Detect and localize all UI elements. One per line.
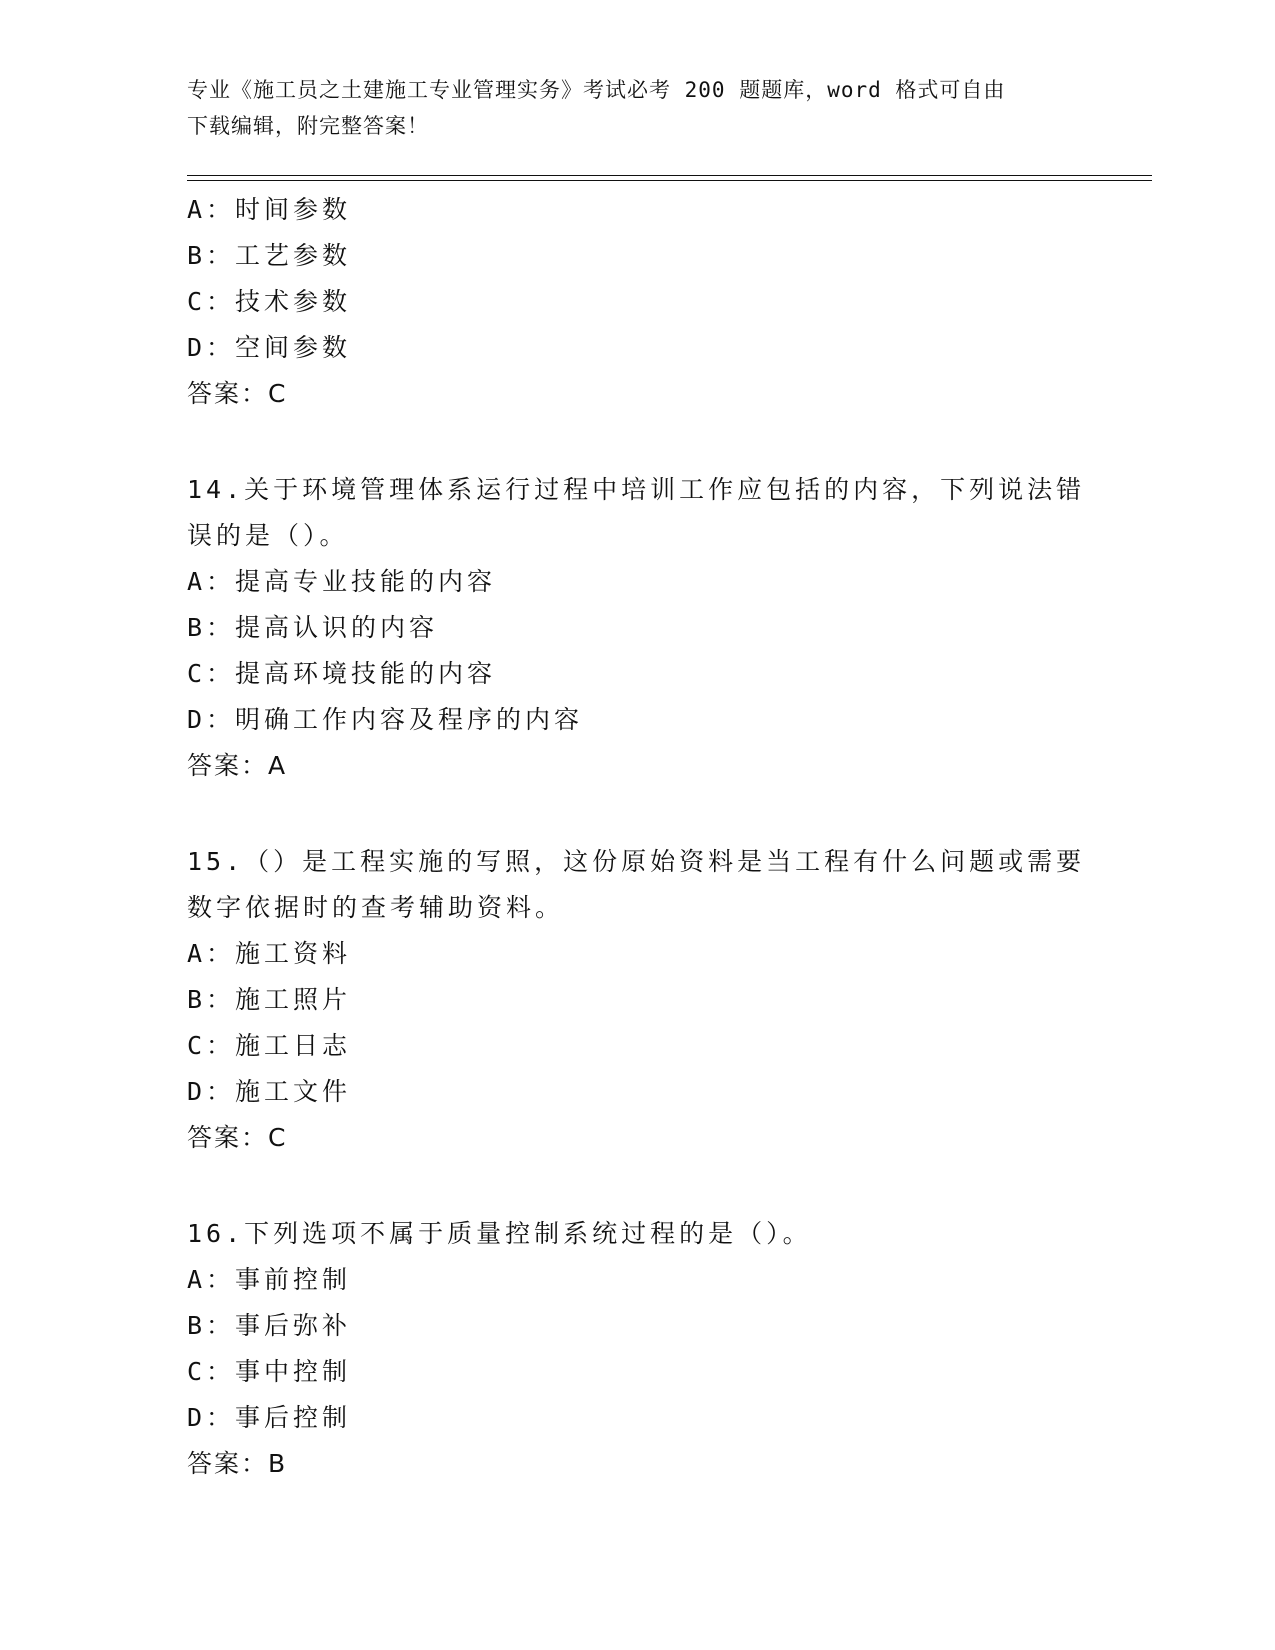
- header-line-2: 下载编辑，附完整答案！: [187, 114, 429, 138]
- option-b: B：施工照片: [187, 985, 352, 1014]
- question-15: [187, 839, 1087, 1161]
- question-text-line-1: 14.关于环境管理体系运行过程中培训工作应包括的内容，下列说法错: [187, 475, 1086, 504]
- option-b: B：事后弥补: [187, 1311, 352, 1340]
- question-text-line-1: 15.（）是工程实施的写照，这份原始资料是当工程有什么问题或需要: [187, 847, 1086, 876]
- option-a: A：提高专业技能的内容: [187, 567, 497, 596]
- question-text-line-2: 误的是（）。: [187, 521, 349, 550]
- option-d: D：事后控制: [187, 1403, 352, 1432]
- answer: 答案：C: [187, 379, 288, 408]
- answer: 答案：C: [187, 1123, 288, 1152]
- option-d: D：施工文件: [187, 1077, 352, 1106]
- option-c: C：技术参数: [187, 287, 352, 316]
- option-b: B：提高认识的内容: [187, 613, 439, 642]
- option-a: A：施工资料: [187, 939, 352, 968]
- document-header: [187, 72, 1067, 144]
- header-line-1: 专业《施工员之土建施工专业管理实务》考试必考 200 题题库，word 格式可自由: [187, 78, 1006, 102]
- option-c: C：提高环境技能的内容: [187, 659, 497, 688]
- option-c: C：施工日志: [187, 1031, 352, 1060]
- question-content: [187, 187, 1087, 1487]
- question-16: [187, 1211, 1087, 1487]
- question-text-line-1: 16.下列选项不属于质量控制系统过程的是（）。: [187, 1219, 812, 1248]
- option-c: C：事中控制: [187, 1357, 352, 1386]
- option-d: D：明确工作内容及程序的内容: [187, 705, 584, 734]
- option-b: B：工艺参数: [187, 241, 352, 270]
- header-divider-top: [187, 175, 1152, 176]
- question-13-continued: [187, 187, 1087, 417]
- answer: 答案：B: [187, 1449, 288, 1478]
- question-text-line-2: 数字依据时的查考辅助资料。: [187, 893, 565, 922]
- header-divider-bottom: [187, 180, 1152, 181]
- answer: 答案：A: [187, 751, 288, 780]
- question-14: [187, 467, 1087, 789]
- option-a: A：事前控制: [187, 1265, 352, 1294]
- option-d: D：空间参数: [187, 333, 352, 362]
- option-a: A：时间参数: [187, 195, 352, 224]
